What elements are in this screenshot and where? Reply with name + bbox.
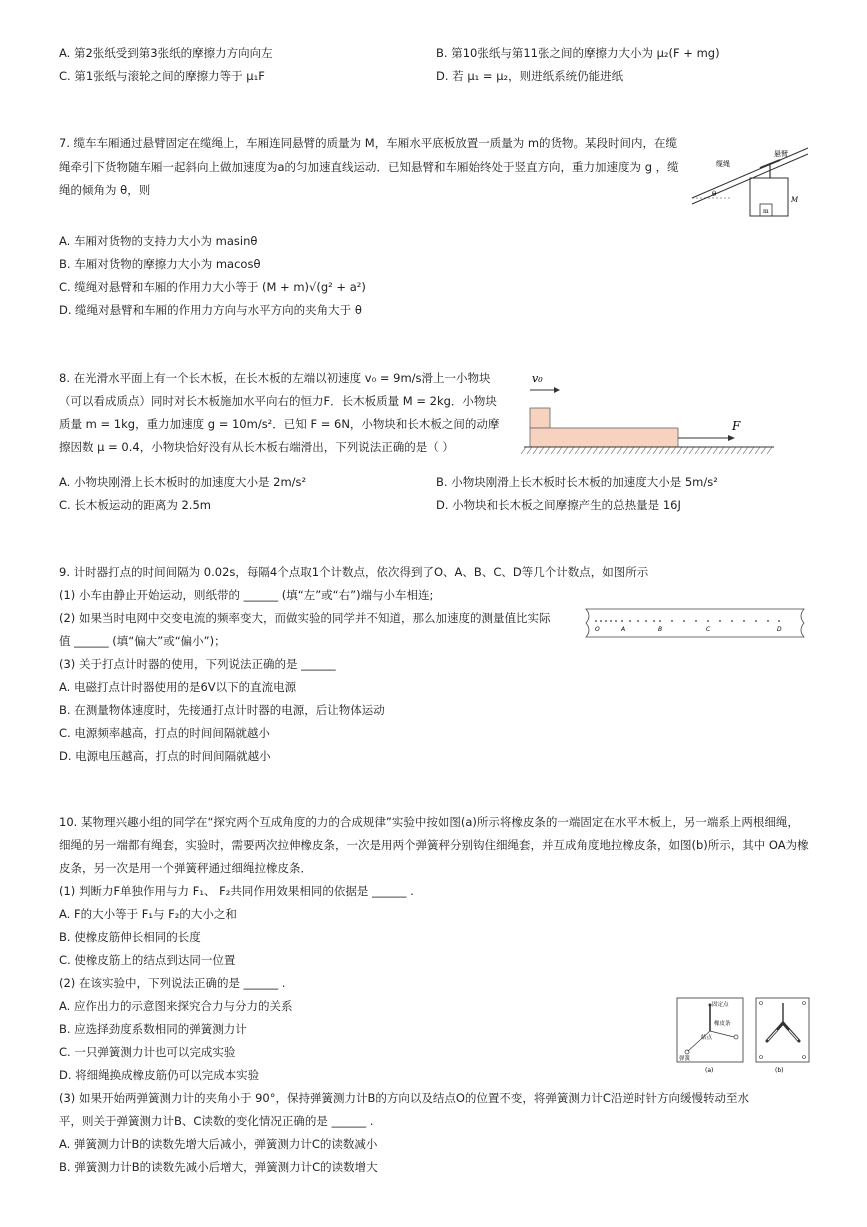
tape-dot [707, 620, 709, 622]
ground-hatch [761, 447, 766, 454]
q8-option-b: B. 小物块刚滑上长木板时长木板的加速度大小是 5m/s² [436, 475, 718, 489]
tape-dot [767, 620, 769, 622]
tape-dot [743, 620, 745, 622]
tape-label-b: B [658, 626, 663, 633]
ground-hatch [767, 447, 772, 454]
tape-dot [595, 620, 597, 622]
q10-sub1: (1) 判断力F单独作用与力 F₁、 F₂共同作用效果相同的依据是 ______ . [59, 884, 414, 898]
q9-option-d: D. 电源电压越高，打点的时间间隔就越小 [59, 749, 271, 763]
ground-hatch [545, 447, 550, 454]
q10-stem-line: 10. 某物理兴趣小组的同学在“探究两个互成角度的力的合成规律”实验中按如图(a)所示将橡皮条的一端固定在水平木板上，另一端系上两根细绳， [59, 815, 799, 829]
ground-hatch [563, 447, 568, 454]
q6-option-b: B. 第10张纸与第11张之间的摩擦力大小为 μ₂(F + mg) [436, 46, 720, 60]
q8-stem-line: （可以看成质点）同时对长木板施加水平向右的恒力F．长木板质量 M = 2kg．小物块 [59, 394, 497, 408]
tape-dot [719, 620, 721, 622]
mass-m-label: m [763, 208, 769, 215]
ground-hatch [587, 447, 592, 454]
ground-hatch [551, 447, 556, 454]
ground-hatch [569, 447, 574, 454]
q7-stem-line: 绳牵引下货物随车厢一起斜向上做加速度为a的匀加速直线运动．已知悬臂和车厢始终处于竖直方向，重力加速度为 g ，缆 [59, 160, 679, 174]
ground-hatch [749, 447, 754, 454]
paper-tape-figure [580, 606, 810, 640]
tape-label-a: A [621, 626, 626, 633]
tape-dot [629, 620, 631, 622]
ground-hatch [611, 447, 616, 454]
tape-label-o: O [595, 626, 600, 633]
ground-hatch [689, 447, 694, 454]
tape-dot [659, 620, 661, 622]
q8-stem-line: 8. 在光滑水平面上有一个长木板，在长木板的左端以初速度 v₀ = 9m/s滑上一小物块 [59, 371, 491, 385]
q8-stem-line: 质量 m = 1kg，重力加速度 g = 10m/s²．已知 F = 6N，小物块和长木板之间的动摩 [59, 417, 500, 431]
q9-sub2-line2: 值 ______ (填“偏大”或“偏小”)； [59, 634, 226, 648]
q10-sub1-option-b: B. 使橡皮筋伸长相同的长度 [59, 930, 201, 944]
ground-hatch [581, 447, 586, 454]
q9-sub1: (1) 小车由静止开始运动，则纸带的 ______ (填“左”或“右”)端与小车相连; [59, 588, 434, 602]
q10-sub2: (2) 在该实验中，下列说法正确的是 ______ . [59, 976, 286, 990]
fixed-point-label: 固定点 [712, 1002, 729, 1008]
ground-hatch [629, 447, 634, 454]
ground-hatch [707, 447, 712, 454]
q7-stem-line: 绳的倾角为 θ，则 [59, 183, 151, 197]
tape-dot [695, 620, 697, 622]
q9-option-b: B. 在测量物体速度时，先接通打点计时器的电源，后让物体运动 [59, 703, 385, 717]
ground-hatch [575, 447, 580, 454]
ground-hatch [671, 447, 676, 454]
q8-stem-line: 擦因数 μ = 0.4，小物块恰好没有从长木板右端滑出，下列说法正确的是（ ） [59, 440, 454, 454]
rubber-label: 橡皮条 [714, 1021, 731, 1027]
ground-hatch [599, 447, 604, 454]
v0-label: v₀ [532, 372, 543, 385]
ground-hatch [527, 447, 532, 454]
q9-option-a: A. 电磁打点计时器使用的是6V以下的直流电源 [59, 680, 297, 694]
q10-sub2-option-a: A. 应作出力的示意图来探究合力与分力的关系 [59, 999, 293, 1013]
q10-sub1-option-a: A. F的大小等于 F₁与 F₂的大小之和 [59, 907, 237, 921]
ground-hatch [731, 447, 736, 454]
tape-dot [671, 620, 673, 622]
rubber-band-figure-b [755, 997, 811, 1075]
rope-label: 缆绳 [716, 160, 730, 168]
caption-a: (a) [705, 1067, 714, 1074]
knot-label: 结点 [701, 1035, 713, 1041]
q7-option-b: B. 车厢对货物的摩擦力大小为 macosθ [59, 257, 261, 271]
ground-hatch [695, 447, 700, 454]
ground-hatch [539, 447, 544, 454]
ground-hatch [623, 447, 628, 454]
rubber-band-figure-a [676, 997, 746, 1075]
ground-hatch [701, 447, 706, 454]
board-block-figure [520, 370, 780, 458]
tape-dot [637, 620, 639, 622]
ground-hatch [635, 447, 640, 454]
ground-hatch [677, 447, 682, 454]
ground-hatch [713, 447, 718, 454]
q10-sub2-option-c: C. 一只弹簧测力计也可以完成实验 [59, 1045, 236, 1059]
ground-hatch [659, 447, 664, 454]
ground-hatch [593, 447, 598, 454]
q10-stem-line: 细绳的另一端都有绳套，实验时，需要两次拉伸橡皮条，一次是用两个弹簧秤分别钩住细绳套，并互成角度地拉橡皮条，如图(b)所示，其中 OA为橡 [59, 838, 809, 852]
tape-dot [621, 620, 623, 622]
q8-option-d: D. 小物块和长木板之间摩擦产生的总热量是 16J [436, 498, 681, 512]
tape-dot [755, 620, 757, 622]
tape-label-d: D [777, 626, 782, 633]
arm-label: 悬臂 [774, 150, 788, 158]
q6-option-d: D. 若 μ₁ = μ₂，则进纸系统仍能进纸 [436, 69, 624, 83]
spring-label: 弹簧 [679, 1056, 691, 1062]
q6-option-a: A. 第2张纸受到第3张纸的摩擦力方向向左 [59, 46, 273, 60]
q10-sub2-option-d: D. 将细绳换成橡皮筋仍可以完成本实验 [59, 1068, 260, 1082]
q10-sub3-line1: (3) 如果开始两弹簧测力计的夹角小于 90°，保持弹簧测力计B的方向以及结点O的位置不变，将弹簧测力计C沿逆时针方向缓慢转动至水 [59, 1091, 749, 1105]
q8-option-c: C. 长木板运动的距离为 2.5m [59, 498, 211, 512]
tape-dot [778, 620, 780, 622]
q10-sub3-option-b: B. 弹簧测力计B的读数先减小后增大，弹簧测力计C的读数增大 [59, 1160, 378, 1174]
q10-sub1-option-c: C. 使橡皮筋上的结点到达同一位置 [59, 953, 236, 967]
ground-hatch [641, 447, 646, 454]
mass-M-label: M [791, 196, 799, 204]
q9-sub2-line1: (2) 如果当时电网中交变电流的频率变大，而做实验的同学并不知道，那么加速度的测量值比实际 [59, 611, 551, 625]
ground-hatch [665, 447, 670, 454]
ground-hatch [557, 447, 562, 454]
q10-sub3-option-a: A. 弹簧测力计B的读数先增大后减小，弹簧测力计C的读数减小 [59, 1137, 378, 1151]
tape-dot [615, 620, 617, 622]
q8-option-a: A. 小物块刚滑上长木板时的加速度大小是 2m/s² [59, 475, 307, 489]
q9-option-c: C. 电源频率越高，打点的时间间隔就越小 [59, 726, 270, 740]
q7-option-a: A. 车厢对货物的支持力大小为 masinθ [59, 234, 258, 248]
q10-sub3-line2: 平，则关于弹簧测力计B、C读数的变化情况正确的是 ______ . [59, 1114, 374, 1128]
ground-hatch [683, 447, 688, 454]
q6-option-c: C. 第1张纸与滚轮之间的摩擦力等于 μ₁F [59, 69, 265, 83]
ground-hatch [725, 447, 730, 454]
q7-option-d: D. 缆绳对悬臂和车厢的作用力方向与水平方向的夹角大于 θ [59, 303, 362, 317]
ground-hatch [719, 447, 724, 454]
ground-hatch [737, 447, 742, 454]
cable-car-figure [690, 138, 810, 223]
q7-option-c: C. 缆绳对悬臂和车厢的作用力大小等于 (M + m)√(g² + a²) [59, 280, 366, 294]
ground-hatch [755, 447, 760, 454]
tape-dot [605, 620, 607, 622]
tape-dot [645, 620, 647, 622]
ground-hatch [617, 447, 622, 454]
tape-dot [653, 620, 655, 622]
caption-b: (b) [775, 1067, 784, 1074]
tape-dot [731, 620, 733, 622]
ground-hatch [605, 447, 610, 454]
ground-hatch [521, 447, 526, 454]
F-label: F [732, 419, 741, 433]
angle-label: θ [712, 190, 717, 198]
tape-label-c: C [706, 626, 711, 633]
ground-hatch [653, 447, 658, 454]
ground-hatch [743, 447, 748, 454]
q10-sub2-option-b: B. 应选择劲度系数相同的弹簧测力计 [59, 1022, 247, 1036]
tape-dot [683, 620, 685, 622]
ground-hatch [647, 447, 652, 454]
q10-stem-line: 皮条，另一次是用一个弹簧秤通过细绳拉橡皮条． [59, 861, 312, 875]
tape-dot [610, 620, 612, 622]
ground-hatch [533, 447, 538, 454]
q7-stem-line: 7. 缆车车厢通过悬臂固定在缆绳上，车厢连同悬臂的质量为 M，车厢水平底板放置一质量为 m的货物。某段时间内，在缆 [59, 136, 678, 150]
tape-dot [600, 620, 602, 622]
q9-stem: 9. 计时器打点的时间间隔为 0.02s，每隔4个点取1个计数点，依次得到了O、A、B、C、D等几个计数点，如图所示 [59, 565, 649, 579]
q9-sub3: (3) 关于打点计时器的使用，下列说法正确的是 ______ [59, 657, 336, 671]
